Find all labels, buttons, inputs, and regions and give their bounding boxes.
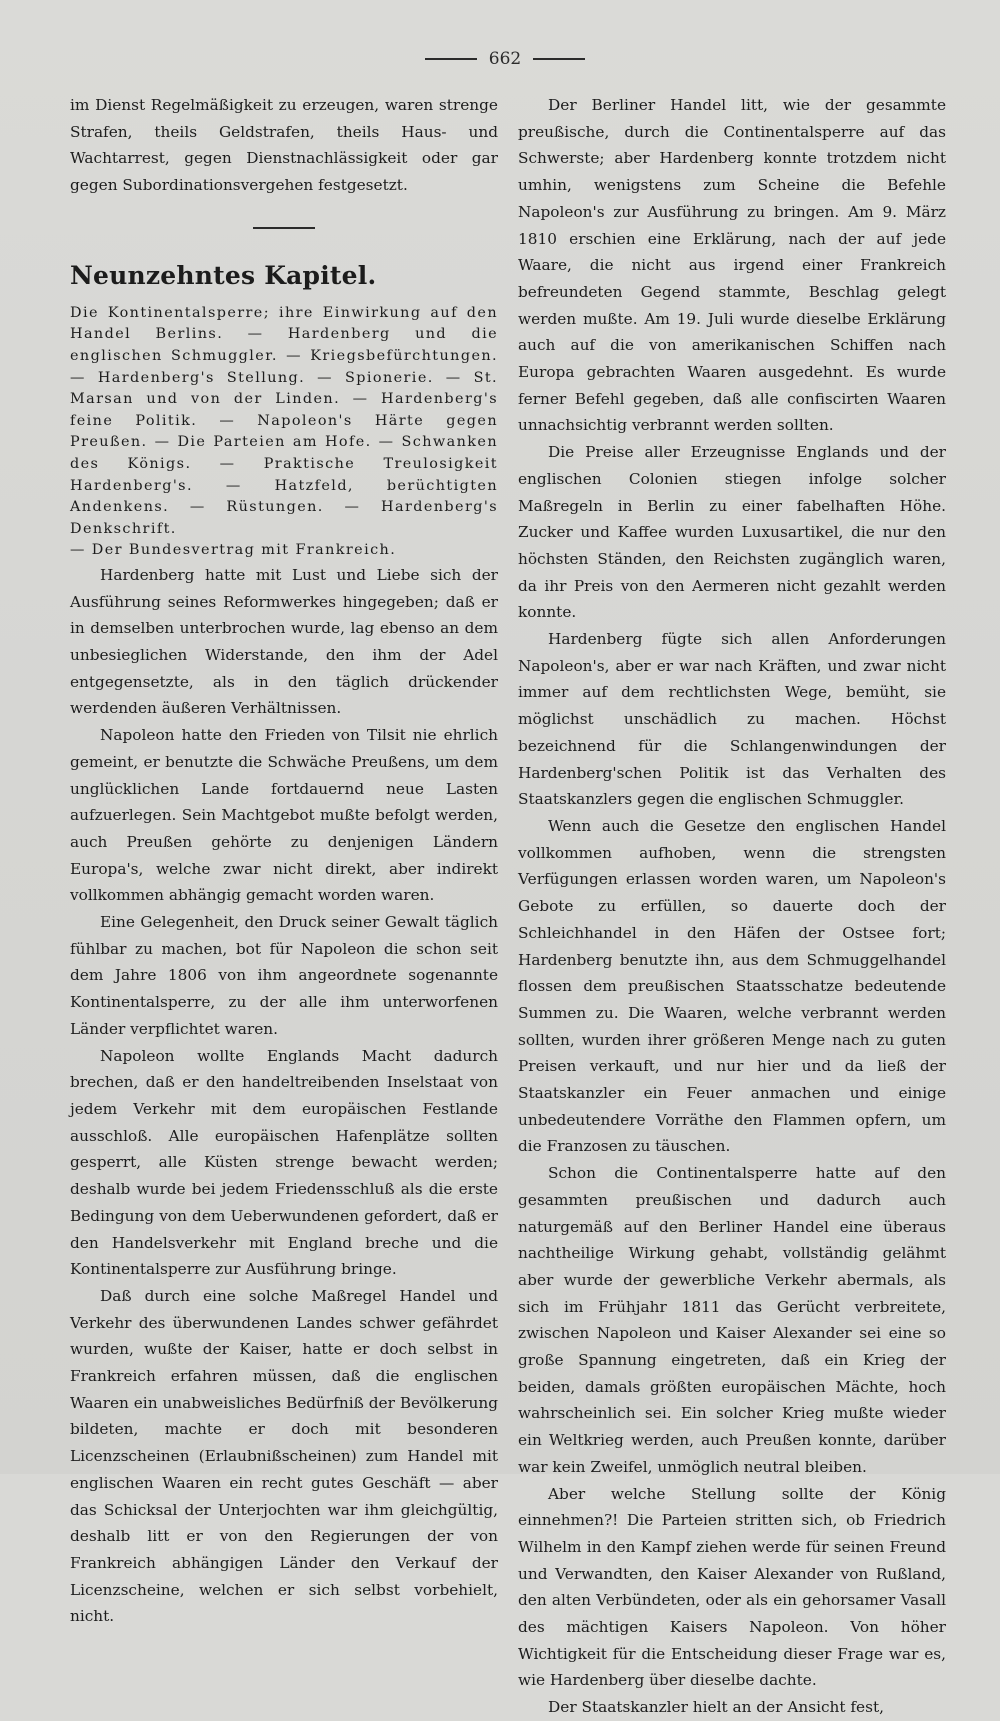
right-column xyxy=(518,92,946,1721)
paragraph: Napoleon hatte den Frieden von Tilsit nie ehrlich gemeint, er benutzte die Schwäche Preußens, um dem unglücklichen Lande fortdauernd neue Lasten aufzuerlegen. Sein Machtgebot mußte befolgt werden, auch Preußen gehörte zu denjenigen Ländern Europa's, welche zwar nicht direkt, aber indirekt vollkommen abhängig gemacht worden waren. xyxy=(70,726,498,905)
header-rule-left xyxy=(425,58,477,60)
paragraph: Wenn auch die Gesetze den englischen Handel vollkommen aufhoben, wenn die strengsten Verfügungen erlassen worden waren, um Napoleon's Gebote zu erfüllen, so dauerte doch der Schleichhandel in den Häfen der Ostsee fort; Hardenberg benutzte ihn, aus dem Schmuggelhandel flossen dem preußischen Staatsschatze bedeutende Summen zu. Die Waaren, welche verbrannt werden sollten, wurden ihrer größeren Menge nach zu guten Preisen verkauft, und nur hier und da ließ der Staatskanzler ein Feuer anmachen und einige unbedeutendere Vorräthe den Flammen opfern, um die Franzosen zu täuschen. xyxy=(518,816,946,1156)
paragraph: Hardenberg fügte sich allen Anforderungen Napoleon's, aber er war nach Kräften, und zwar nicht immer auf dem rechtlichsten Wege, bemüht, sie möglichst unschädlich zu machen. Höchst bezeichnend für die Schlangenwindungen der Hardenberg'schen Politik ist das Verhalten des Staatskanzlers gegen die englischen Schmuggler. xyxy=(518,630,946,809)
paragraph: Die Preise aller Erzeugnisse Englands und der englischen Colonien stiegen infolge solcher Maßregeln in Berlin zu einer fabelhaften Höhe. Zucker und Kaffee wurden Luxusartikel, die nur den höchsten Ständen, den Reichsten zugänglich waren, da ihr Preis von den Aermeren nicht gezahlt werden konnte. xyxy=(518,443,946,622)
paragraph: Napoleon wollte Englands Macht dadurch brechen, daß er den handeltreibenden Inselstaat von jedem Verkehr mit dem europäischen Festlande ausschloß. Alle europäischen Hafenplätze sollten gesperrt, alle Küsten strenge bewacht werden; deshalb wurde bei jedem Friedensschluß als die erste Bedingung von dem Ueberwundenen gefordert, daß er den Handelsverkehr mit England breche und die Kontinentalsperre zur Ausführung bringe. xyxy=(70,1046,498,1279)
chapter-summary xyxy=(70,303,498,562)
chapter-summary-last: — Der Bundesvertrag mit Frankreich. xyxy=(70,542,397,559)
paragraph: Schon die Continentalsperre hatte auf den gesammten preußischen und dadurch auch naturgemäß auf den Berliner Handel eine überaus nachtheilige Wirkung gehabt, vollständig gelähmt aber wurde der gewerbliche Verkehr abermals, als sich im Frühjahr 1811 das Gerücht verbreitete, zwischen Napoleon und Kaiser Alexander sei eine so große Spannung eingetreten, daß ein Krieg der beiden, damals größten europäischen Mächte, hoch wahrscheinlich sei. Ein solcher Krieg mußte wieder ein Weltkrieg werden, auch Preußen konnte, darüber war kein Zweifel, unmöglich neutral bleiben. xyxy=(518,1164,946,1476)
header-rule-right xyxy=(533,58,585,60)
page-number: 662 xyxy=(488,49,522,69)
paragraph: Der Staatskanzler hielt an der Ansicht fest, xyxy=(548,1698,884,1717)
opening-paragraph: im Dienst Regelmäßigkeit zu erzeugen, waren strenge Strafen, theils Geldstrafen, theils Haus- und Wachtarrest, gegen Dienstnachlässigkeit oder gar gegen Subordinationsvergehen festgesetzt. xyxy=(70,96,498,195)
paragraph: Aber welche Stellung sollte der König einnehmen?! Die Parteien stritten sich, ob Friedrich Wilhelm in den Kampf ziehen werde für seinen Freund und Verwandten, den Kaiser Alexander von Rußland, den alten Verbündeten, oder als ein gehorsamer Vasall des mächtigen Kaisers Napoleon. Von höher Wichtigkeit für die Entscheidung dieser Frage war es, wie Hardenberg über dieselbe dachte. xyxy=(518,1484,946,1690)
left-column xyxy=(70,92,498,1630)
section-divider xyxy=(253,227,315,229)
chapter-summary-text: Die Kontinentalsperre; ihre Einwirkung auf den Handel Berlins. — Hardenberg und die englischen Schmuggler. — Kriegsbefürchtungen. — Hardenberg's Stellung. — Spionerie. — St. Marsan und von der Linden. — Hardenberg's feine Politik. — Napoleon's Härte gegen Preußen. — Die Parteien am Hofe. — Schwanken des Königs. — Praktische Treulosigkeit Hardenberg's. — Hatzfeld, berüchtigten Andenkens. — Rüstungen. — Hardenberg's Denkschrift. xyxy=(70,304,498,537)
page-header xyxy=(410,44,600,74)
chapter-title: Neunzehntes Kapitel. xyxy=(70,260,377,290)
paragraph: Der Berliner Handel litt, wie der gesammte preußische, durch die Continentalsperre auf das Schwerste; aber Hardenberg konnte trotzdem nicht umhin, wenigstens zum Scheine die Befehle Napoleon's zur Ausführung zu bringen. Am 9. März 1810 erschien eine Erklärung, nach der auf jede Waare, die nicht aus irgend einer Frankreich befreundeten Gegend stammte, Beschlag gelegt werden mußte. Am 19. Juli wurde dieselbe Erklärung auch auf die von amerikanischen Schiffen nach Europa gebrachten Waaren ausgedehnt. Es wurde ferner Befehl gegeben, daß alle confiscirten Waaren unnachsichtig verbrannt werden sollten. xyxy=(518,96,946,435)
paragraph: Hardenberg hatte mit Lust und Liebe sich der Ausführung seines Reformwerkes hingegeben; daß er in demselben unterbrochen wurde, lag ebenso an dem unbesieglichen Widerstande, den ihm der Adel entgegensetzte, als in den täglich drückender werdenden äußeren Verhältnissen. xyxy=(70,565,498,718)
paragraph: Daß durch eine solche Maßregel Handel und Verkehr des überwundenen Landes schwer gefährdet wurden, wußte der Kaiser, hatte er doch selbst in Frankreich erfahren müssen, daß die englischen Waaren ein unabweisliches Bedürfniß der Bevölkerung bildeten, machte er doch mit besonderen Licenzscheinen (Erlaubnißscheinen) zum Handel mit englischen Waaren ein recht gutes Geschäft — aber das Schicksal der Unterjochten war ihm gleichgültig, deshalb litt er von den Regierungen der von Frankreich abhängigen Länder den Verkauf der Licenzscheine, welchen er sich selbst vorbehielt, nicht. xyxy=(70,1286,498,1626)
paragraph: Eine Gelegenheit, den Druck seiner Gewalt täglich fühlbar zu machen, bot für Napoleon die schon seit dem Jahre 1806 von ihm angeordnete sogenannte Kontinentalsperre, zu der alle ihm unterworfenen Länder verpflichtet waren. xyxy=(70,913,498,1038)
